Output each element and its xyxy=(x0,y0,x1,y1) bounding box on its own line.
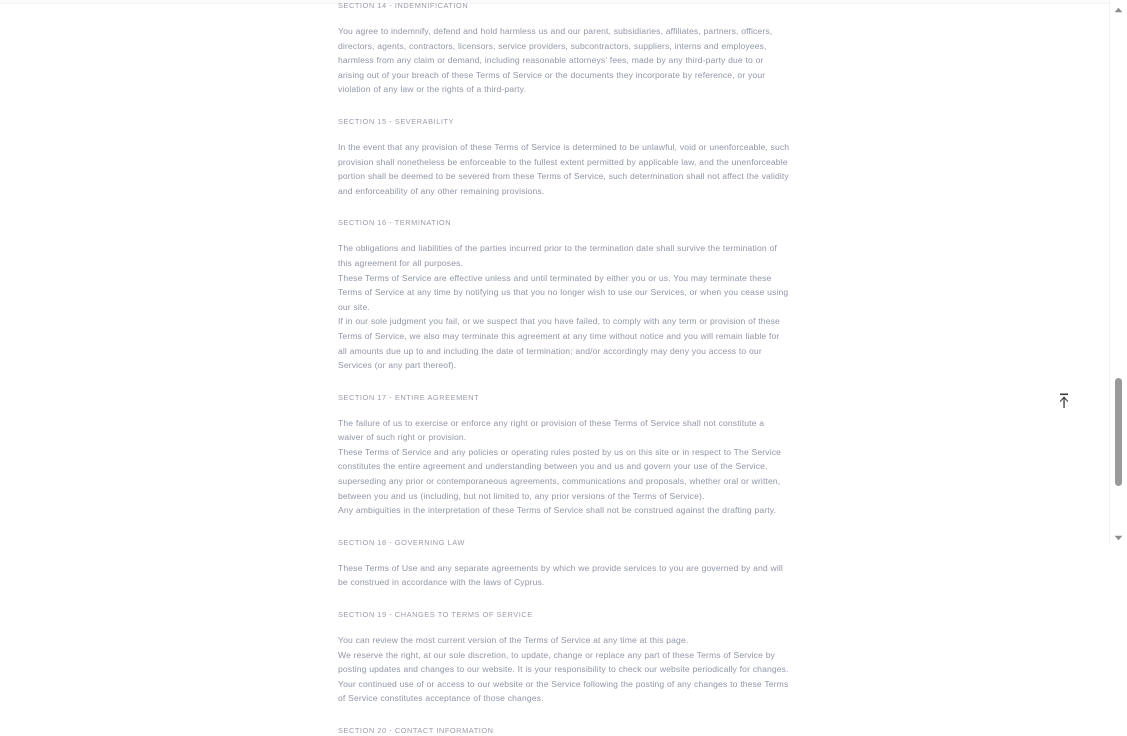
section-paragraph: If in our sole judgment you fail, or we suspect that you have failed, to comply with any term or provision of these Terms of Service, we also may terminate this agreement at any time without notice and you will remain liable for all amounts due up to and including the date of termination; and/or accordingly may deny you access to our Services (or any part thereof). xyxy=(338,316,780,371)
spacer xyxy=(338,97,790,116)
chevron-up-icon xyxy=(1114,0,1123,18)
spacer xyxy=(338,518,790,537)
document-section xyxy=(338,392,790,518)
document-section xyxy=(338,0,790,97)
section-paragraph: We reserve the right, at our sole discretion, to update, change or replace any part of these Terms of Service by posting updates and changes to our website. It is your responsibility to check our website periodically for changes. Your continued use of or access to our website or the Service following the posting of any changes to these Terms of Service constitutes acceptance of those changes. xyxy=(338,649,789,704)
scroll-to-top-button[interactable] xyxy=(1050,389,1078,417)
document-section xyxy=(338,537,790,590)
section-paragraph: You agree to indemnify, defend and hold harmless us and our parent, subsidiaries, affiliates, partners, officers, directors, agents, contractors, licensors, service providers, subcontractors, suppliers, interns and employees, harmless from any claim or demand, including reasonable attorneys' fees, made by any third-party due to or arising out of your breach of these Terms of Service or the documents they incorporate by reference, or your violation of any law or the rights of a third-party. xyxy=(338,26,773,95)
section-paragraph: The failure of us to exercise or enforce any right or provision of these Terms of Service shall not constitute a waiver of such right or provision. xyxy=(338,417,765,443)
document-section xyxy=(338,725,790,736)
document-section xyxy=(338,116,790,198)
section-heading: SECTION 19 - CHANGES TO TERMS OF SERVICE xyxy=(338,610,533,620)
section-heading: SECTION 15 - SEVERABILITY xyxy=(338,116,455,126)
section-heading: SECTION 18 - GOVERNING LAW xyxy=(338,537,465,547)
spacer xyxy=(338,127,790,140)
section-paragraph: These Terms of Service are effective unless and until terminated by either you or us. You may terminate these Terms of Service at any time by notifying us that you no longer wish to use our Services, or when you cease using our site. xyxy=(338,272,789,312)
section-heading: SECTION 17 - ENTIRE AGREEMENT xyxy=(338,392,480,402)
section-paragraph: The obligations and liabilities of the parties incurred prior to the termination date shall survive the termination of this agreement for all purposes. xyxy=(338,243,777,268)
section-paragraph: In the event that any provision of these Terms of Service is determined to be unlawful, void or unenforceable, such provision shall nonetheless be enforceable to the fullest extent permitted by applicable law, and the unenforceable portion shall be deemed to be severed from these Terms of Service, such determination shall not affect the validity and enforceability of any other remaining provisions. xyxy=(338,141,790,196)
document-section xyxy=(338,609,790,706)
document-section xyxy=(338,217,790,372)
spacer xyxy=(338,706,790,725)
spacer xyxy=(338,11,790,24)
vertical-scrollbar[interactable] xyxy=(1109,0,1126,545)
scrollbar-down-arrow-button[interactable] xyxy=(1110,528,1127,545)
section-paragraph: You can review the most current version of the Terms of Service at any time at this page. xyxy=(338,635,689,646)
section-paragraph: These Terms of Use and any separate agreements by which we provide services to you are governed by and will be construed in accordance with the laws of Cyprus. xyxy=(338,562,783,588)
spacer xyxy=(338,198,790,217)
section-paragraph: Any ambiguities in the interpretation of these Terms of Service shall not be construed against the drafting party. xyxy=(338,505,777,516)
spacer xyxy=(338,373,790,392)
spacer xyxy=(338,620,790,633)
section-heading: SECTION 16 - TERMINATION xyxy=(338,218,452,228)
spacer xyxy=(338,548,790,561)
section-heading: SECTION 14 - INDEMNIFICATION xyxy=(338,1,469,10)
terms-of-service-document xyxy=(338,0,790,736)
spacer xyxy=(338,228,790,241)
arrow-up-to-line-icon xyxy=(1056,392,1072,415)
section-paragraph: These Terms of Service and any policies or operating rules posted by us on this site or in respect to The Service constitutes the entire agreement and understanding between you and us and govern your use of the Service, superseding any prior or contemporaneous agreements, communications and proposals, whether oral or written, between you and us (including, but not limited to, any prior versions of the Terms of Service). xyxy=(338,446,782,501)
chevron-down-icon xyxy=(1114,528,1123,546)
scrollbar-thumb[interactable] xyxy=(1115,378,1122,486)
spacer xyxy=(338,590,790,609)
section-heading: SECTION 20 - CONTACT INFORMATION xyxy=(338,726,494,735)
scrollbar-up-arrow-button[interactable] xyxy=(1110,0,1127,17)
spacer xyxy=(338,403,790,416)
